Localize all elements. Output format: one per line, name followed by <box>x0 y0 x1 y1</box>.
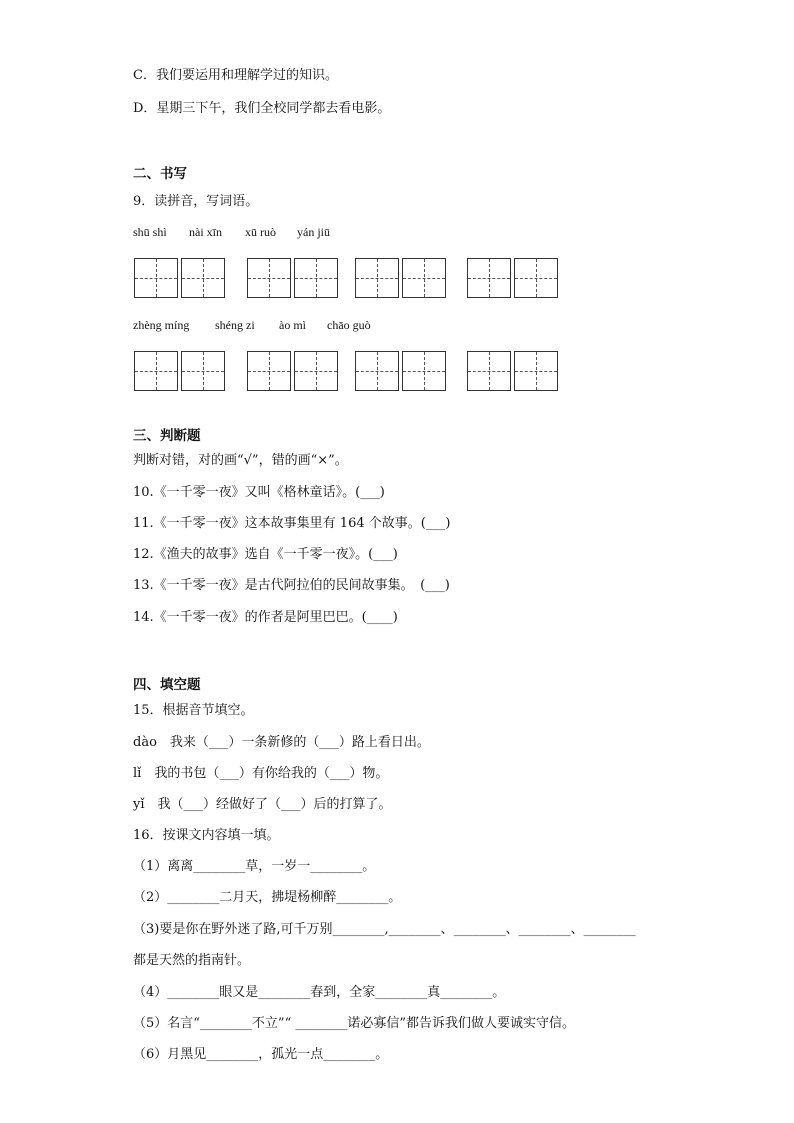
writing-cell[interactable] <box>181 351 225 391</box>
writing-cell[interactable] <box>514 258 558 298</box>
judgment-item: 10.《一千零一夜》又叫《格林童话》。(___) <box>133 485 385 500</box>
question-16: 16．按课文内容填一填。 <box>133 828 280 843</box>
writing-grid[interactable] <box>134 258 225 298</box>
writing-grid[interactable] <box>247 351 338 391</box>
writing-grid[interactable] <box>467 351 558 391</box>
writing-cell[interactable] <box>355 351 399 391</box>
question-9: 9．读拼音，写词语。 <box>133 194 259 209</box>
fill-line: yǐ 我（___）经做好了（___）后的打算了。 <box>133 797 392 812</box>
writing-cell[interactable] <box>514 351 558 391</box>
writing-cell[interactable] <box>467 258 511 298</box>
pinyin-label: ào mì <box>279 318 306 332</box>
judgment-item: 14.《一千零一夜》的作者是阿里巴巴。(____) <box>133 610 398 625</box>
writing-cell[interactable] <box>134 258 178 298</box>
pinyin-label: zhèng míng <box>133 318 190 332</box>
fill-line: dào 我来（___）一条新修的（___）路上看日出。 <box>133 735 430 750</box>
writing-cell[interactable] <box>247 351 291 391</box>
section-heading-fill: 四、填空题 <box>133 677 201 693</box>
fill-line: （2）________二月天，拂堤杨柳醉________。 <box>133 890 402 905</box>
pinyin-label: shéng zi <box>215 318 255 332</box>
pinyin-label: yán jiū <box>297 225 330 239</box>
judgment-item: 12.《渔夫的故事》选自《一千零一夜》。(___) <box>133 547 398 562</box>
writing-cell[interactable] <box>134 351 178 391</box>
writing-grid[interactable] <box>467 258 558 298</box>
writing-cell[interactable] <box>402 351 446 391</box>
fill-line: lǐ 我的书包（___）有你给我的（___）物。 <box>133 766 389 781</box>
writing-cell[interactable] <box>247 258 291 298</box>
writing-grid[interactable] <box>247 258 338 298</box>
writing-cell[interactable] <box>294 258 338 298</box>
writing-cell[interactable] <box>467 351 511 391</box>
fill-line: （6）月黑见________，孤光一点________。 <box>133 1047 389 1062</box>
fill-line: （1）离离________草，一岁一________。 <box>133 859 376 874</box>
pinyin-label: nài xīn <box>189 225 222 239</box>
question-15: 15．根据音节填空。 <box>133 703 254 718</box>
fill-line: （5）名言“________不立”“ ________诺必寡信”都告诉我们做人要诚实守信。 <box>133 1016 575 1031</box>
judgment-item: 13.《一千零一夜》是古代阿拉伯的民间故事集。 (___) <box>133 578 450 593</box>
section-heading-writing: 二、书写 <box>133 166 187 182</box>
judgment-item: 11.《一千零一夜》这本故事集里有 164 个故事。(___) <box>133 516 451 531</box>
writing-cell[interactable] <box>181 258 225 298</box>
pinyin-label: chāo guò <box>327 318 371 332</box>
writing-grid[interactable] <box>134 351 225 391</box>
writing-grid[interactable] <box>355 258 446 298</box>
option-d: D．星期三下午，我们全校同学都去看电影。 <box>133 101 391 116</box>
writing-cell[interactable] <box>355 258 399 298</box>
option-c: C．我们要运用和理解学过的知识。 <box>133 68 338 83</box>
fill-line: 都是天然的指南针。 <box>133 953 251 968</box>
judgment-instruction: 判断对错，对的画“√”，错的画“×”。 <box>133 453 348 468</box>
fill-line: （4）________眼又是________春到，全家________真________。 <box>133 985 506 1000</box>
pinyin-label: shū shì <box>133 225 167 239</box>
pinyin-label: xū ruò <box>245 225 276 239</box>
section-heading-judgment: 三、判断题 <box>133 428 201 444</box>
writing-grid[interactable] <box>355 351 446 391</box>
fill-line: （3)要是你在野外迷了路,可千万别________,________、________、________、________ <box>133 922 636 937</box>
writing-cell[interactable] <box>294 351 338 391</box>
writing-cell[interactable] <box>402 258 446 298</box>
